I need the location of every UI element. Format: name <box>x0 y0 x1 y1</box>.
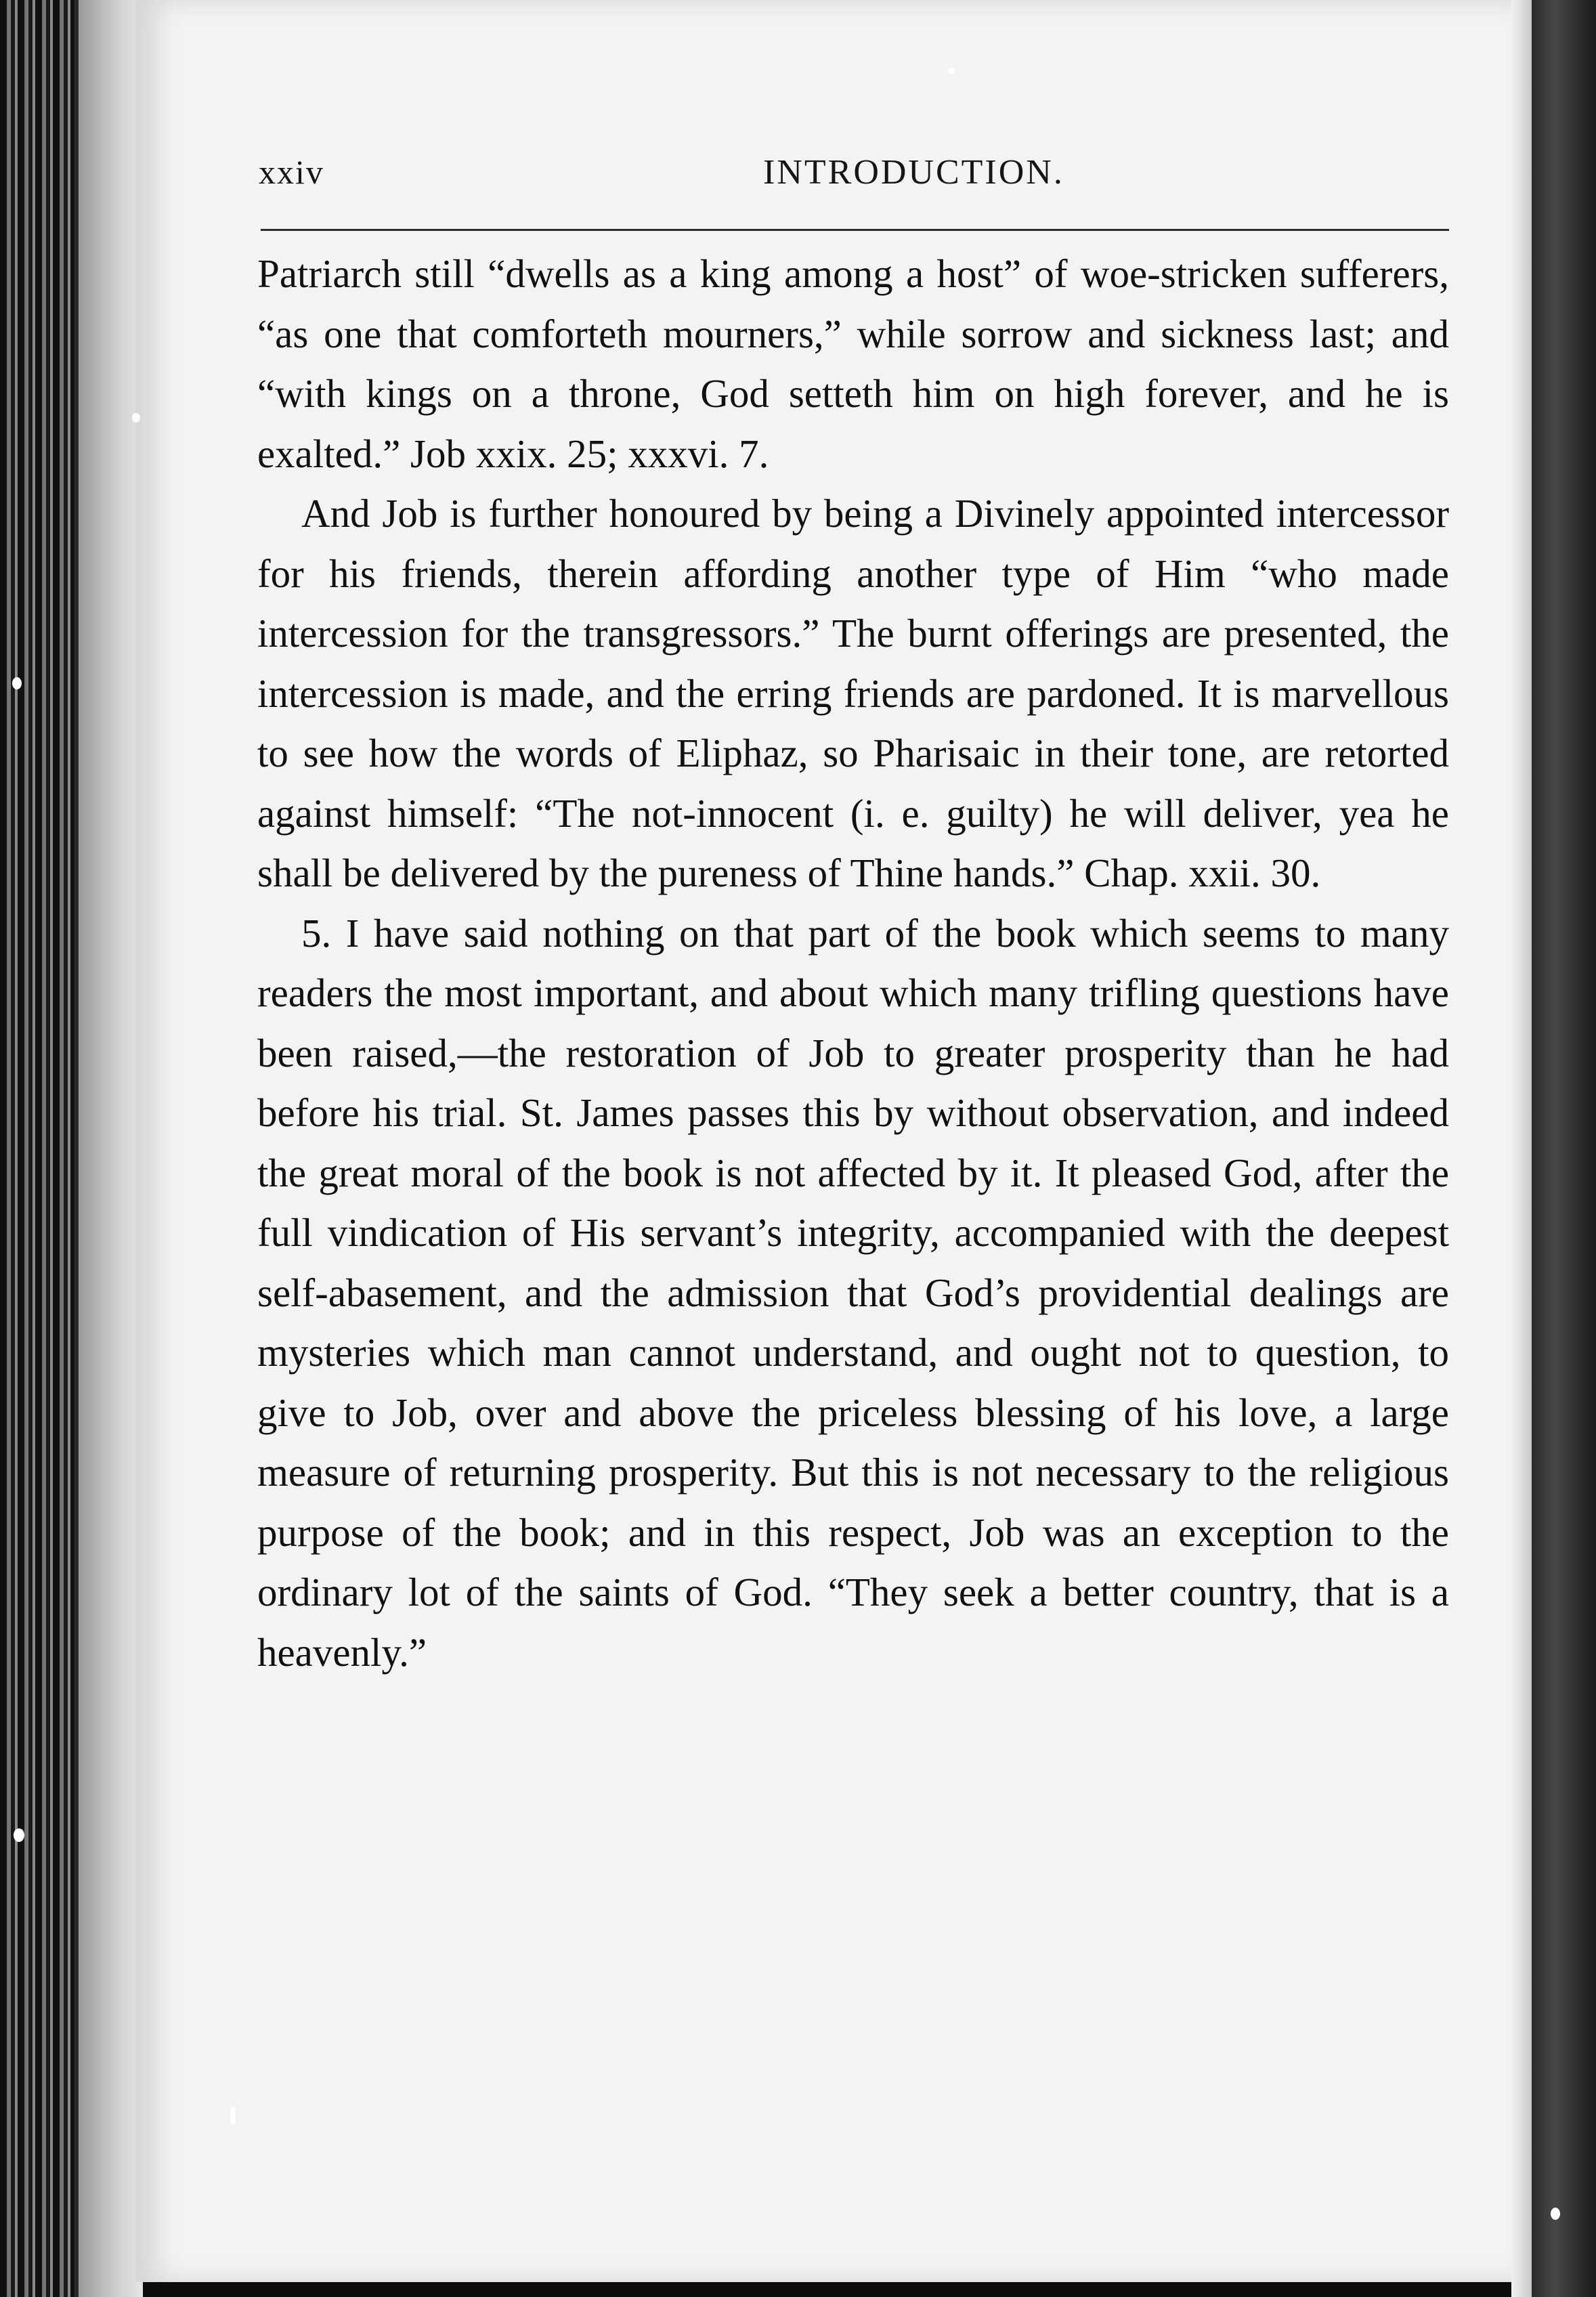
scan-speck <box>14 1828 24 1842</box>
scan-speck <box>230 2106 236 2125</box>
binding-edge <box>1532 0 1596 2297</box>
page-edges <box>0 0 142 2297</box>
header-rule <box>261 229 1449 231</box>
paragraph-intercessor: And Job is further honoured by being a Divinely appointed intercessor for his friends, therein affording another type of Him “who made intercession for the transgressors.” The burnt offerings are presented, the intercession is made, and the erring friends are pardoned. It is marvellous to see how the words of Eliphaz, so Pharisaic in their tone, are retorted against himself: “The not-innocent (i. e. guilty) he will deliver, yea he shall be delivered by the pureness of Thine hands.” Chap. xxii. 30. <box>257 491 1449 895</box>
body-text <box>257 244 1449 1682</box>
scan-speck <box>948 68 955 74</box>
paragraph-continued: Patriarch still “dwells as a king among a host” of woe-stricken sufferers, “as one that comforteth mourners,” while sorrow and sickness last; and “with kings on a throne, God setteth him on high forever, and he is exalted.” Job xxix. 25; xxxvi. 7. <box>257 251 1449 476</box>
page-number: xxiv <box>259 153 324 191</box>
section-title: INTRODUCTION. <box>763 153 1064 192</box>
running-head <box>259 146 1450 193</box>
scan-speck <box>132 413 140 423</box>
scan-speck <box>1551 2208 1560 2220</box>
scan-speck <box>12 677 22 689</box>
right-page-edge <box>1511 0 1532 2297</box>
inner-page-edge <box>74 0 143 2297</box>
paragraph-section-5: 5. I have said nothing on that part of the book which seems to many readers the most important, and about which many trifling questions have been raised,—the restoration of Job to greater prosperity than he had before his trial. St. James passes this by without observation, and indeed the great moral of the book is not affected by it. It pleased God, after the full vindication of His servant’s integrity, accompanied with the deepest self-abasement, and the admission that God’s providential dealings are mysteries which man cannot understand, and ought not to question, to give to Job, over and above the priceless blessing of his love, a large measure of returning prosperity. But this is not necessary to the religious purpose of the book; and in this respect, Job was an exception to the ordinary lot of the saints of God. “They seek a better country, that is a heavenly.” <box>257 910 1449 1675</box>
